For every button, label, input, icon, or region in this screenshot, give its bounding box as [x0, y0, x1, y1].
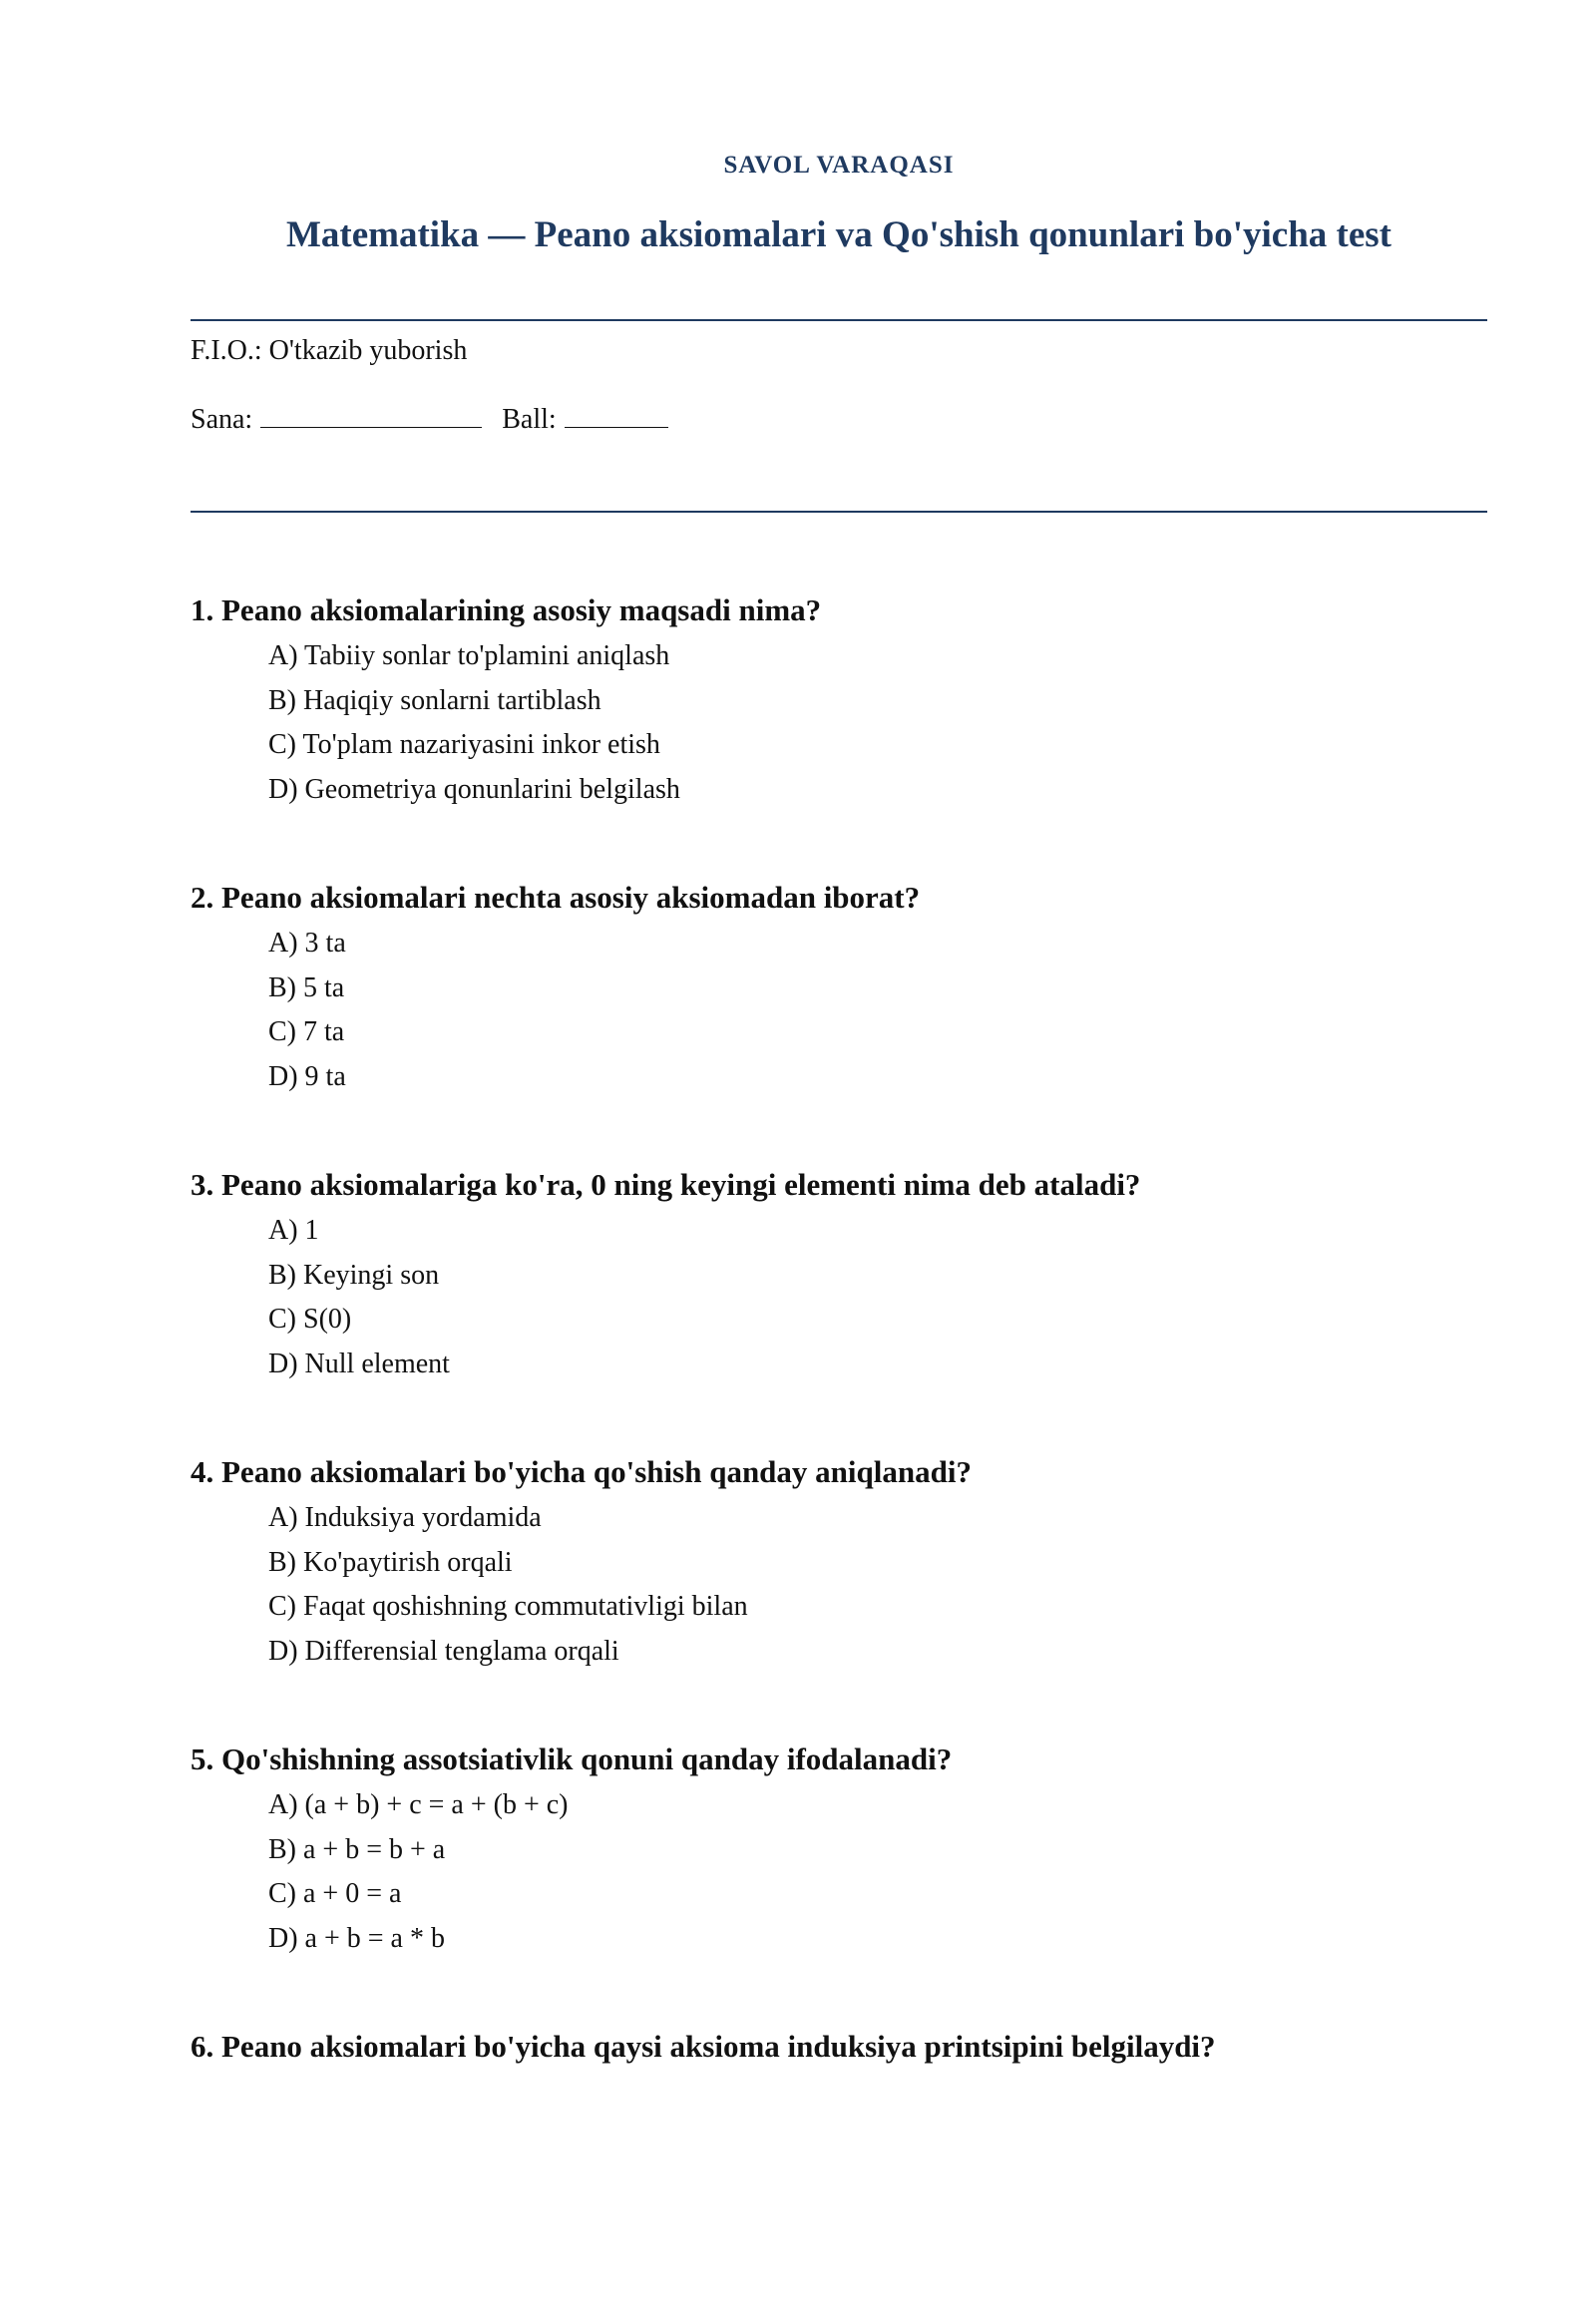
score-label: Ball: — [502, 404, 557, 435]
answer-option: A) 3 ta — [268, 928, 346, 959]
question-title: 1. Peano aksiomalarining asosiy maqsadi nima? — [191, 592, 822, 627]
answer-option: C) a + 0 = a — [268, 1878, 402, 1909]
answer-option: A) Tabiiy sonlar to'plamini aniqlash — [268, 640, 670, 671]
answer-option: D) 9 ta — [268, 1060, 346, 1092]
question-title: 5. Qo'shishning assotsiativlik qonuni qanday ifodalanadi? — [191, 1741, 953, 1776]
question-title: 4. Peano aksiomalari bo'yicha qo'shish qanday aniqlanadi? — [191, 1454, 972, 1489]
answer-options — [268, 1783, 1487, 1961]
answer-options — [268, 634, 1487, 812]
question-block — [191, 1452, 1487, 1739]
answer-option: D) Null element — [268, 1348, 450, 1379]
answer-options — [268, 922, 1487, 1099]
page-title: Matematika — Peano aksiomalari va Qo'shish qonunlari bo'yicha test — [285, 214, 1392, 255]
question-block — [191, 1739, 1487, 2027]
answer-option: A) (a + b) + c = a + (b + c) — [268, 1789, 569, 1820]
answer-option: D) a + b = a * b — [268, 1922, 445, 1954]
divider-bottom — [191, 511, 1487, 513]
answer-option: C) S(0) — [268, 1304, 352, 1335]
answer-option: B) a + b = b + a — [268, 1833, 446, 1865]
sheet-label: SAVOL VARAQASI — [723, 152, 955, 179]
question-block — [191, 1165, 1487, 1452]
question-list — [191, 590, 1487, 2314]
answer-option: C) Faqat qoshishning commutativligi bilan — [268, 1591, 748, 1622]
question-title: 2. Peano aksiomalari nechta asosiy aksiomadan iborat? — [191, 880, 921, 915]
question-title: 6. Peano aksiomalari bo'yicha qaysi aksioma induksiya printsipini belgilaydi? — [191, 2029, 1216, 2064]
answer-option: A) Induksiya yordamida — [268, 1502, 542, 1533]
answer-options — [268, 1209, 1487, 1386]
answer-option: A) 1 — [268, 1215, 319, 1246]
question-block — [191, 2027, 1487, 2314]
answer-options — [268, 1496, 1487, 1674]
divider-top — [191, 319, 1487, 321]
date-blank — [260, 401, 482, 428]
answer-option: C) To'plam nazariyasini inkor etish — [268, 729, 660, 760]
score-blank — [565, 401, 668, 428]
answer-option: D) Geometriya qonunlarini belgilash — [268, 773, 680, 805]
answer-option: C) 7 ta — [268, 1016, 345, 1047]
answer-option: D) Differensial tenglama orqali — [268, 1635, 619, 1667]
question-block — [191, 878, 1487, 1165]
question-block — [191, 590, 1487, 878]
name-line: F.I.O.: O'tkazib yuborish — [191, 335, 468, 366]
answer-option: B) 5 ta — [268, 971, 345, 1003]
date-label: Sana: — [191, 404, 253, 435]
answer-option: B) Keyingi son — [268, 1259, 440, 1291]
answer-option: B) Haqiqiy sonlarni tartiblash — [268, 684, 601, 716]
date-score-line — [191, 401, 668, 436]
answer-option: B) Ko'paytirish orqali — [268, 1546, 513, 1578]
question-title: 3. Peano aksiomalariga ko'ra, 0 ning keyingi elementi nima deb ataladi? — [191, 1167, 1141, 1202]
